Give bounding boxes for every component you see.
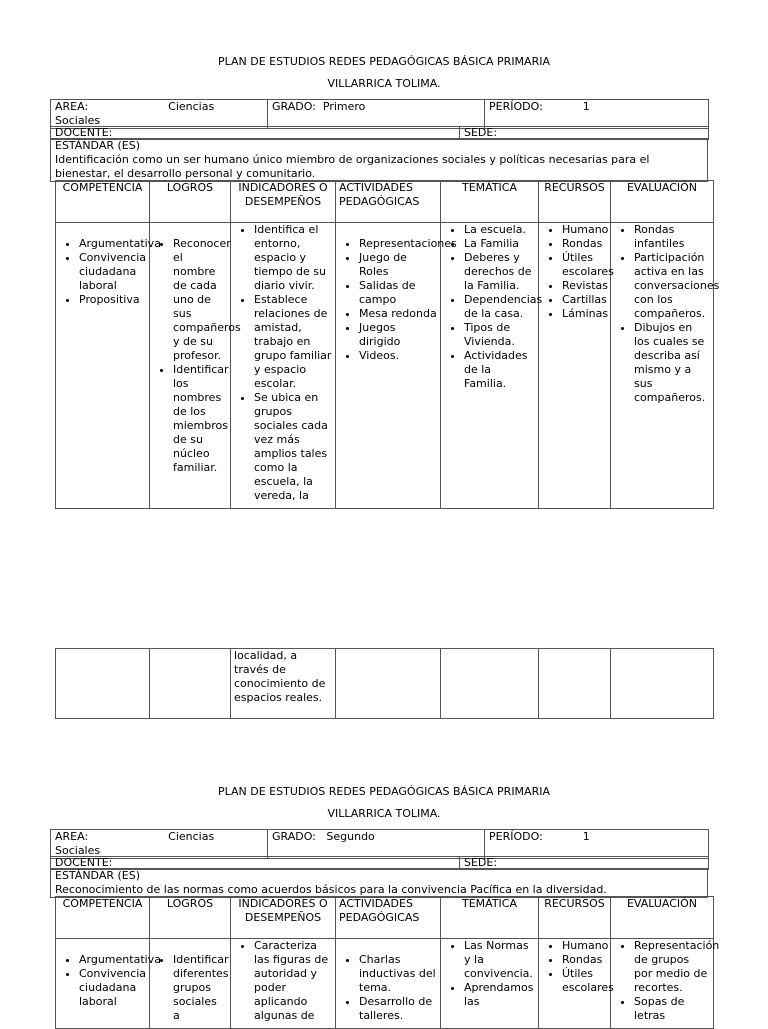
evaluacion-cell <box>611 223 720 509</box>
actividad-item: • Juegos dirigido <box>359 321 437 349</box>
col-tematica: TEMÁTICA <box>441 181 539 223</box>
actividades-cell-2 <box>336 939 441 1029</box>
periodo-label: PERÍODO: <box>489 100 543 113</box>
tematica-item: • Dependencias de la casa. <box>464 293 535 321</box>
actividad-item: • Mesa redonda <box>359 307 437 321</box>
docente-label-2: DOCENTE: <box>55 856 113 869</box>
indicador-item: • Establece relaciones de amistad, trabajo en grupo familiar y espacio escolar. <box>254 293 332 391</box>
col-indicadores-2: INDICADORES O DESEMPEÑOS <box>231 897 336 939</box>
tematica-item: • Aprendamos las <box>464 981 535 1009</box>
col-evaluacion: EVALUACIÓN <box>611 181 714 223</box>
periodo-cell-2 <box>485 830 709 859</box>
grado-value: Primero <box>322 100 366 113</box>
indicadores-cell-2 <box>231 939 336 1029</box>
recurso-item: • Rondas <box>562 237 607 251</box>
competencia-item: • Argumentativa <box>79 953 146 967</box>
competencia-cell <box>56 223 161 509</box>
area-cell-2 <box>51 830 268 859</box>
col-competencia: COMPETENCIA <box>56 181 150 223</box>
col-evaluacion-2: EVALUACIÓN <box>611 897 714 939</box>
col-actividades: ACTIVIDADES PEDAGÓGICAS <box>336 181 441 223</box>
docente-label: DOCENTE: <box>55 126 113 139</box>
logro-item: • Identificar diferentes grupos sociales a <box>173 953 227 1023</box>
area-label-2: AREA: <box>55 830 89 843</box>
grado-cell <box>268 100 485 129</box>
grado-label-2: GRADO: <box>272 830 316 843</box>
estandar-label-2: ESTÁNDAR (ES) <box>55 869 141 882</box>
grado-label: GRADO: <box>272 100 316 113</box>
logros-cell-2 <box>150 939 231 1029</box>
plan-table-2 <box>55 896 720 1029</box>
indicador-item: • Se ubica en grupos sociales cada vez más amplios tales como la escuela, la vereda, la <box>254 391 332 503</box>
evaluacion-cont-cell <box>611 649 714 719</box>
plan-subtitle: VILLARRICA TOLIMA. <box>327 77 441 90</box>
plan-table-continuation <box>55 648 714 719</box>
recurso-item: • Humano <box>562 939 607 953</box>
tematica-item: • Tipos de Vivienda. <box>464 321 535 349</box>
indicador-item: • Identifica el entorno, espacio y tiempo de su diario vivir. <box>254 223 332 293</box>
sede-label: SEDE: <box>464 126 498 139</box>
estandar-cell-2 <box>51 869 708 898</box>
competencia-item: • Argumentativa <box>79 237 146 251</box>
indicador-continuation: localidad, a través de conocimiento de espacios reales. <box>234 649 326 704</box>
recurso-item: • Rondas <box>562 953 607 967</box>
plan-title-2: PLAN DE ESTUDIOS REDES PEDAGÓGICAS BÁSICA PRIMARIA <box>217 785 550 798</box>
header-table-2 <box>50 829 709 859</box>
evaluacion-item: • Representación de grupos por medio de recortes. <box>634 939 710 995</box>
recurso-item: • Útiles escolares <box>562 967 607 995</box>
tematica-item: • Deberes y derechos de la Familia. <box>464 251 535 293</box>
actividad-item: • Salidas de campo <box>359 279 437 307</box>
header-table <box>50 99 709 129</box>
indicadores-cell <box>231 223 336 509</box>
logro-item: • Reconocer el nombre de cada uno de sus compañeros y de su profesor. <box>173 237 227 363</box>
actividades-cont-cell <box>336 649 441 719</box>
sede-label-2: SEDE: <box>464 856 498 869</box>
estandar-text-2: Reconocimiento de las normas como acuerdos básicos para la convivencia Pacífica en la diversidad. <box>55 883 607 896</box>
estandar-table-2 <box>50 868 708 898</box>
recurso-item: • Humano <box>562 223 607 237</box>
recurso-item: • Cartillas <box>562 293 607 307</box>
recursos-cont-cell <box>539 649 611 719</box>
col-recursos: RECURSOS <box>539 181 611 223</box>
indicador-item: • Caracteriza las figuras de autoridad y poder aplicando algunas de <box>254 939 332 1023</box>
periodo-value: 1 <box>582 100 590 113</box>
competencia-item: • Convivencia ciudadana laboral <box>79 967 146 1009</box>
area-value-2-2: Sociales <box>55 844 101 857</box>
tematica-cell <box>441 223 543 509</box>
col-indicadores: INDICADORES O DESEMPEÑOS <box>231 181 336 223</box>
actividades-cell <box>336 223 457 509</box>
area-value-2: Sociales <box>55 114 101 127</box>
col-tematica-2: TEMÁTICA <box>441 897 539 939</box>
area-label: AREA: <box>55 100 89 113</box>
grado-value-2: Segundo <box>326 830 375 843</box>
indicadores-cont-cell <box>231 649 336 719</box>
estandar-cell <box>51 139 708 182</box>
evaluacion-item: • Rondas infantiles <box>634 223 710 251</box>
evaluacion-item: • Participación activa en las conversaciones con los compañeros. <box>634 251 710 321</box>
recursos-cell-2 <box>539 939 614 1029</box>
plan-table <box>55 180 720 509</box>
actividad-item: • Charlas inductivas del tema. <box>359 953 437 995</box>
actividad-item: • Videos. <box>359 349 437 363</box>
evaluacion-item: • Sopas de letras <box>634 995 710 1023</box>
competencia-item: • Propositiva <box>79 293 146 307</box>
tematica-item: • Las Normas y la convivencia. <box>464 939 535 981</box>
estandar-table <box>50 138 708 182</box>
logros-cont-cell <box>150 649 231 719</box>
logros-cell <box>150 223 241 509</box>
actividad-item: • Desarrollo de talleres. <box>359 995 437 1023</box>
tematica-item: • Actividades de la Familia. <box>464 349 535 391</box>
actividad-item: • Juego de Roles <box>359 251 437 279</box>
competencia-cont-cell <box>56 649 150 719</box>
tematica-item: • La Familia <box>464 237 535 251</box>
evaluacion-cell-2 <box>611 939 720 1029</box>
col-competencia-2: COMPETENCIA <box>56 897 150 939</box>
tematica-cont-cell <box>441 649 539 719</box>
logro-item: • Identificar los nombres de los miembros de su núcleo familiar. <box>173 363 227 475</box>
periodo-label-2: PERÍODO: <box>489 830 543 843</box>
periodo-cell <box>485 100 709 129</box>
recurso-item: • Revistas <box>562 279 607 293</box>
recurso-item: • Láminas <box>562 307 607 321</box>
recurso-item: • Útiles escolares <box>562 251 607 279</box>
col-logros: LOGROS <box>150 181 231 223</box>
area-value-2-1: Ciencias <box>168 830 215 843</box>
estandar-text: Identificación como un ser humano único miembro de organizaciones sociales y políticas necesarias para el bienestar, el desarrollo personal y comunitario. <box>55 153 650 180</box>
competencia-cell-2 <box>56 939 161 1029</box>
col-recursos-2: RECURSOS <box>539 897 611 939</box>
tematica-cell-2 <box>441 939 539 1029</box>
plan-subtitle-2: VILLARRICA TOLIMA. <box>327 807 441 820</box>
col-actividades-2: ACTIVIDADES PEDAGÓGICAS <box>336 897 441 939</box>
recursos-cell <box>539 223 614 509</box>
col-logros-2: LOGROS <box>150 897 231 939</box>
area-value: Ciencias <box>168 100 215 113</box>
competencia-item: • Convivencia ciudadana laboral <box>79 251 146 293</box>
plan-title: PLAN DE ESTUDIOS REDES PEDAGÓGICAS BÁSICA PRIMARIA <box>217 55 550 68</box>
area-cell <box>51 100 268 129</box>
evaluacion-item: • Dibujos en los cuales se describa así mismo y a sus compañeros. <box>634 321 710 405</box>
grado-cell-2 <box>268 830 485 859</box>
periodo-value-2: 1 <box>582 830 590 843</box>
estandar-label: ESTÁNDAR (ES) <box>55 139 141 152</box>
actividad-item: • Representaciones <box>359 237 437 251</box>
tematica-item: • La escuela. <box>464 223 535 237</box>
